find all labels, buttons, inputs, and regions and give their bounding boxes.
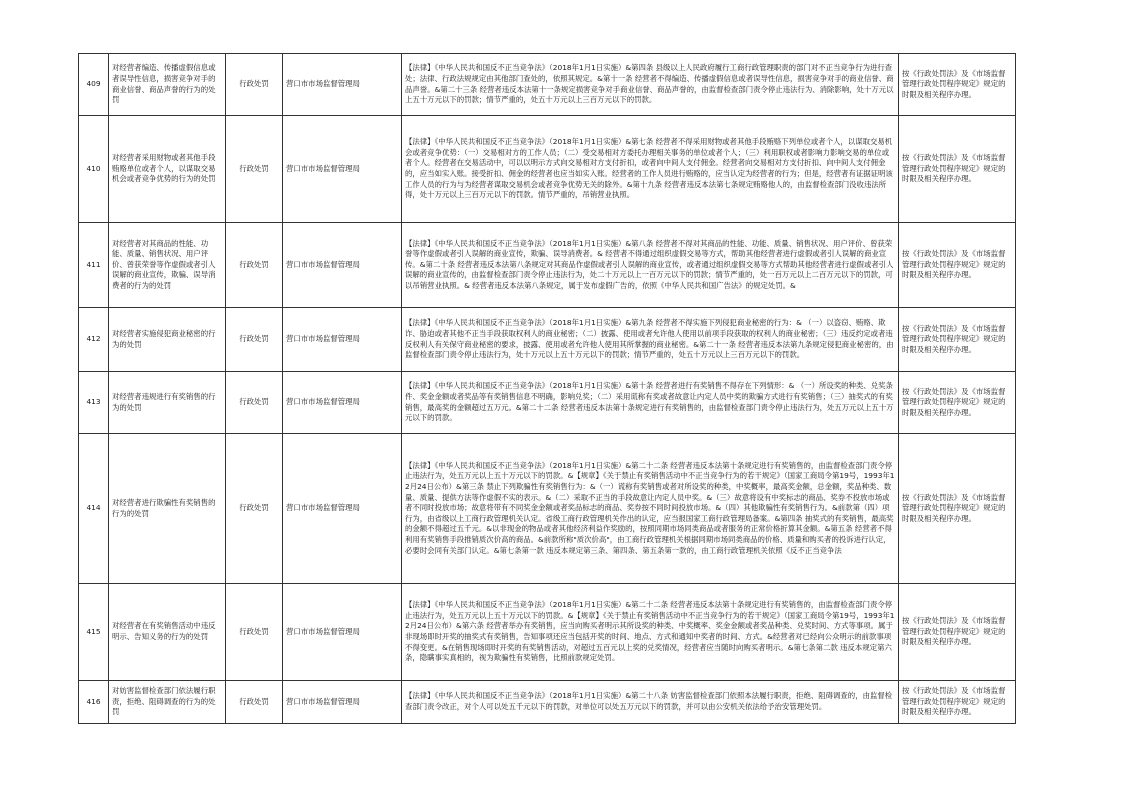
table-row bbox=[79, 372, 1016, 434]
item-number bbox=[79, 372, 109, 434]
legal-basis-text: 【法律】《中华人民共和国反不正当竞争法》（2018年1月1日实施）&第九条 经营者不得实施下列侵犯商业秘密的行为：& （一）以盗窃、贿赂、欺诈、胁迫或者其他不正当手段获取权利人的商业秘密；（二）披露、使用或者允许他人使用以前项手段获取的权利人的商业秘密；（三）违反约定或者违反权利人有关保守商业秘密的要求，披露、使用或者允许他人使用其所掌握的商业秘密。&第二十一条 经营者违反本法第九条规定侵犯商业秘密的，由监督检查部门责令停止违法行为，处十万元以上五十万元以下的罚款；情节严重的，处五十万元以上三百万元以下的罚款。 bbox=[405, 318, 894, 360]
legal-basis bbox=[402, 434, 899, 584]
procedure-note-text: 按《行政处罚法》及《市场监督管理行政处罚程序规定》规定的时限及相关程序办理。 bbox=[902, 249, 1006, 280]
item-name bbox=[109, 116, 226, 223]
item-type bbox=[226, 54, 283, 116]
procedure-note-text: 按《行政处罚法》及《市场监督管理行政处罚程序规定》规定的时限及相关程序办理。 bbox=[902, 68, 1006, 99]
legal-basis bbox=[402, 372, 899, 434]
implementing-agency bbox=[283, 372, 402, 434]
implementing-agency bbox=[283, 681, 402, 724]
item-number bbox=[79, 308, 109, 372]
procedure-note bbox=[899, 681, 1016, 724]
item-type bbox=[226, 116, 283, 223]
procedure-note-text: 按《行政处罚法》及《市场监督管理行政处罚程序规定》规定的时限及相关程序办理。 bbox=[902, 386, 1006, 417]
item-name-text: 对经营者违规进行有奖销售的行为的处罚 bbox=[112, 391, 216, 412]
item-name-text: 对经营者对其商品的性能、功能、质量、销售状况、用户评价、曾获荣誉等作虚假或者引人误解的商业宣传，欺骗、误导消费者的行为的处罚 bbox=[112, 238, 216, 290]
procedure-note-text: 按《行政处罚法》及《市场监督管理行政处罚程序规定》规定的时限及相关程序办理。 bbox=[902, 616, 1006, 647]
implementing-agency-text: 营口市市场监督管理局 bbox=[286, 503, 360, 513]
implementing-agency-text: 营口市市场监督管理局 bbox=[286, 626, 360, 636]
table-row bbox=[79, 584, 1016, 681]
item-number-text: 412 bbox=[86, 334, 101, 344]
legal-basis bbox=[402, 308, 899, 372]
item-type bbox=[226, 223, 283, 308]
legal-basis-text: 【法律】《中华人民共和国反不正当竞争法》（2018年1月1日实施）&第七条 经营者不得采用财物或者其他手段贿赂下列单位或者个人，以谋取交易机会或者竞争优势：（一）交易相对方的工作人员；（二）受交易相对方委托办理相关事务的单位或者个人；（三）利用职权或者影响力影响交易的单位或者个人。经营者在交易活动中，可以以明示方式向交易相对方支付折扣，或者向中间人支付佣金。经营者向交易相对方支付折扣、向中间人支付佣金的，应当如实入账。接受折扣、佣金的经营者也应当如实入账。经营者的工作人员进行贿赂的，应当认定为经营者的行为；但是，经营者有证据证明该工作人员的行为与为经营者谋取交易机会或者竞争优势无关的除外。&第十九条 经营者违反本法第七条规定贿赂他人的，由监督检查部门没收违法所得，处十万元以上三百万元以下的罚款。情节严重的，吊销营业执照。 bbox=[405, 137, 893, 200]
implementing-agency bbox=[283, 308, 402, 372]
procedure-note bbox=[899, 372, 1016, 434]
item-number bbox=[79, 223, 109, 308]
item-name bbox=[109, 434, 226, 584]
item-number-text: 410 bbox=[86, 163, 101, 173]
item-number-text: 411 bbox=[86, 259, 101, 269]
legal-basis-text: 【法律】《中华人民共和国反不正当竞争法》（2018年1月1日实施）&第四条 县级以上人民政府履行工商行政管理职责的部门对不正当竞争行为进行查处；法律、行政法规规定由其他部门查处的，依照其规定。&第十一条 经营者不得编造、传播虚假信息或者误导性信息，损害竞争对手的商业信誉、商品声誉。&第二十三条 经营者违反本法第十一条规定损害竞争对手商业信誉、商品声誉的，由监督检查部门责令停止违法行为、消除影响，处十万元以上五十万元以下的罚款；情节严重的，处五十万元以上三百万元以下的罚款。 bbox=[405, 63, 894, 105]
legal-basis bbox=[402, 584, 899, 681]
procedure-note bbox=[899, 584, 1016, 681]
legal-basis bbox=[402, 681, 899, 724]
legal-basis-text: 【法律】《中华人民共和国反不正当竞争法》（2018年1月1日实施）&第二十八条 妨害监督检查部门依照本法履行职责，拒绝、阻碍调查的，由监督检查部门责令改正，对个人可以处五千元以下的罚款，对单位可以处五万元以下的罚款，并可以由公安机关依法给予治安管理处罚。 bbox=[405, 691, 893, 711]
implementing-agency-text: 营口市市场监督管理局 bbox=[286, 79, 360, 89]
item-type-text: 行政处罚 bbox=[239, 259, 269, 269]
procedure-note bbox=[899, 54, 1016, 116]
procedure-note-text: 按《行政处罚法》及《市场监督管理行政处罚程序规定》规定的时限及相关程序办理。 bbox=[902, 686, 1006, 717]
item-type bbox=[226, 434, 283, 584]
table-row bbox=[79, 434, 1016, 584]
item-name bbox=[109, 54, 226, 116]
legal-basis-text: 【法律】《中华人民共和国反不正当竞争法》（2018年1月1日实施）&第八条 经营者不得对其商品的性能、功能、质量、销售状况、用户评价、曾获荣誉等作虚假或者引人误解的商业宣传，欺骗、误导消费者。& 经营者不得通过组织虚假交易等方式，帮助其他经营者进行虚假或者引人误解的商业宣传。&第二十条 经营者违反本法第八条规定对其商品作虚假或者引人误解的商业宣传，或者通过组织虚假交易等方式帮助其他经营者进行虚假或者引人误解的商业宣传的，由监督检查部门责令停止违法行为，处二十万元以上一百万元以下的罚款；情节严重的，处一百万元以上二百万元以下的罚款，可以吊销营业执照。& 经营者违反本法第八条规定，属于发布虚假广告的，依照《中华人民共和国广告法》的规定处罚。& bbox=[405, 238, 894, 290]
table-row bbox=[79, 116, 1016, 223]
procedure-note-text: 按《行政处罚法》及《市场监督管理行政处罚程序规定》规定的时限及相关程序办理。 bbox=[902, 492, 1006, 523]
procedure-note-text: 按《行政处罚法》及《市场监督管理行政处罚程序规定》规定的时限及相关程序办理。 bbox=[902, 323, 1006, 354]
legal-basis-text: 【法律】《中华人民共和国反不正当竞争法》（2018年1月1日实施）&第二十二条 经营者违反本法第十条规定进行有奖销售的，由监督检查部门责令停止违法行为，处五万元以上五十万元以下的罚款。&【规章】《关于禁止有奖销售活动中不正当竞争行为的若干规定》（国家工商局令第19号，1993年12月24日公布）&第六条 经营者举办有奖销售，应当向购买者明示其所设奖的种类、中奖概率、奖金金额或者奖品种类、兑奖时间、方式等事项。属于非现场即时开奖的抽奖式有奖销售，告知事项还应当包括开奖的时间、地点、方式和通知中奖者的时间、方式。&经营者对已经向公众明示的前款事项不得变更。&在销售现场即时开奖的有奖销售活动，对超过五百元以上奖的兑奖情况，经营者应当随时向购买者明示。&第七条第二款 违反本规定第六条，隐瞒事实真相的，视为欺骗性有奖销售，比照前款规定处罚。 bbox=[405, 600, 895, 663]
item-name-text: 对妨害监督检查部门依法履行职责，拒绝、阻碍调查的行为的处罚 bbox=[112, 686, 216, 717]
item-name-text: 对经营者在有奖销售活动中违反明示、告知义务的行为的处罚 bbox=[112, 621, 216, 641]
item-name bbox=[109, 372, 226, 434]
item-number bbox=[79, 116, 109, 223]
table-row bbox=[79, 308, 1016, 372]
item-number bbox=[79, 584, 109, 681]
item-type-text: 行政处罚 bbox=[239, 334, 269, 344]
item-number bbox=[79, 681, 109, 724]
implementing-agency-text: 营口市市场监督管理局 bbox=[286, 696, 360, 706]
implementing-agency-text: 营口市市场监督管理局 bbox=[286, 334, 360, 344]
legal-basis-text: 【法律】《中华人民共和国反不正当竞争法》（2018年1月1日实施）&第十条 经营者进行有奖销售不得存在下列情形：& （一）所设奖的种类、兑奖条件、奖金金额或者奖品等有奖销售信息不明确，影响兑奖；（二）采用谎称有奖或者故意让内定人员中奖的欺骗方式进行有奖销售；（三）抽奖式的有奖销售，最高奖的金额超过五万元。&第二十二条 经营者违反本法第十条规定进行有奖销售的，由监督检查部门责令停止违法行为，处五万元以上五十万元以下的罚款。 bbox=[405, 381, 894, 423]
procedure-note-text: 按《行政处罚法》及《市场监督管理行政处罚程序规定》规定的时限及相关程序办理。 bbox=[902, 153, 1006, 184]
legal-basis bbox=[402, 54, 899, 116]
item-name-text: 对经营者采用财物或者其他手段贿赂单位或者个人，以谋取交易机会或者竞争优势的行为的处罚 bbox=[112, 153, 216, 184]
table-row bbox=[79, 223, 1016, 308]
item-type-text: 行政处罚 bbox=[239, 79, 269, 89]
item-name bbox=[109, 308, 226, 372]
implementing-agency bbox=[283, 584, 402, 681]
item-name bbox=[109, 681, 226, 724]
item-type-text: 行政处罚 bbox=[239, 626, 269, 636]
item-name-text: 对经营者进行欺骗性有奖销售的行为的处罚 bbox=[112, 497, 216, 518]
item-type-text: 行政处罚 bbox=[239, 163, 269, 173]
item-number bbox=[79, 54, 109, 116]
item-type bbox=[226, 681, 283, 724]
procedure-note bbox=[899, 223, 1016, 308]
table-row bbox=[79, 54, 1016, 116]
implementing-agency bbox=[283, 116, 402, 223]
item-type-text: 行政处罚 bbox=[239, 397, 269, 407]
legal-basis-text: 【法律】《中华人民共和国反不正当竞争法》（2018年1月1日实施）&第二十二条 经营者违反本法第十条规定进行有奖销售的，由监督检查部门责令停止违法行为，处五万元以上五十万元以下的罚款。&【规章】《关于禁止有奖销售活动中不正当竞争行为的若干规定》（国家工商局令第19号，1993年12月24日公布）&第三条 禁止下列欺骗性有奖销售行为：&（一）谎称有奖销售或者对所设奖的种类，中奖概率，最高奖金额，总金额，奖品种类、数量、质量、提供方法等作虚假不实的表示。&（二）采取不正当的手段故意让内定人员中奖。&（三）故意将设有中奖标志的商品、奖券不投放市场或者不同时投放市场；故意将带有不同奖金金额或者奖品标志的商品、奖券按不同时间投放市场。&（四）其他欺骗性有奖销售行为。&前款第（四）项行为，由省级以上工商行政管理机关认定。省级工商行政管理机关作出的认定，应当报国家工商行政管理局备案。&第四条 抽奖式的有奖销售，最高奖的金额不得超过五千元。&以非现金的物品或者其他经济利益作奖励的，按照同期市场同类商品或者服务的正常价格折算其金额。&第五条 经营者不得利用有奖销售手段推销质次价高的商品。&前款所称"质次价高"，由工商行政管理机关根据同期市场同类商品的价格、质量和购买者的投诉进行认定，必要时会同有关部门认定。&第七条第一款 违反本规定第三条、第四条、第五条第一款的，由工商行政管理机关依照《反不正当竞争法 bbox=[405, 460, 895, 555]
procedure-note bbox=[899, 308, 1016, 372]
item-type bbox=[226, 584, 283, 681]
item-type bbox=[226, 308, 283, 372]
item-type-text: 行政处罚 bbox=[239, 503, 269, 513]
item-name bbox=[109, 223, 226, 308]
item-number-text: 409 bbox=[86, 79, 101, 89]
item-name-text: 对经营者实施侵犯商业秘密的行为的处罚 bbox=[112, 328, 216, 349]
item-number-text: 413 bbox=[86, 397, 101, 407]
implementing-agency bbox=[283, 54, 402, 116]
item-number-text: 415 bbox=[86, 626, 101, 636]
implementing-agency bbox=[283, 223, 402, 308]
procedure-note bbox=[899, 434, 1016, 584]
item-name bbox=[109, 584, 226, 681]
item-number bbox=[79, 434, 109, 584]
implementing-agency-text: 营口市市场监督管理局 bbox=[286, 259, 360, 269]
item-number-text: 414 bbox=[86, 503, 101, 513]
item-type bbox=[226, 372, 283, 434]
item-type-text: 行政处罚 bbox=[239, 696, 269, 706]
implementing-agency bbox=[283, 434, 402, 584]
item-name-text: 对经营者编造、传播虚假信息或者误导性信息，损害竞争对手的商业信誉、商品声誉的行为的处罚 bbox=[112, 63, 216, 105]
penalty-list-table bbox=[78, 53, 1016, 724]
table-row bbox=[79, 681, 1016, 724]
table-body bbox=[79, 54, 1016, 724]
legal-basis bbox=[402, 116, 899, 223]
item-number-text: 416 bbox=[86, 696, 101, 706]
implementing-agency-text: 营口市市场监督管理局 bbox=[286, 163, 360, 173]
procedure-note bbox=[899, 116, 1016, 223]
legal-basis bbox=[402, 223, 899, 308]
implementing-agency-text: 营口市市场监督管理局 bbox=[286, 397, 360, 407]
